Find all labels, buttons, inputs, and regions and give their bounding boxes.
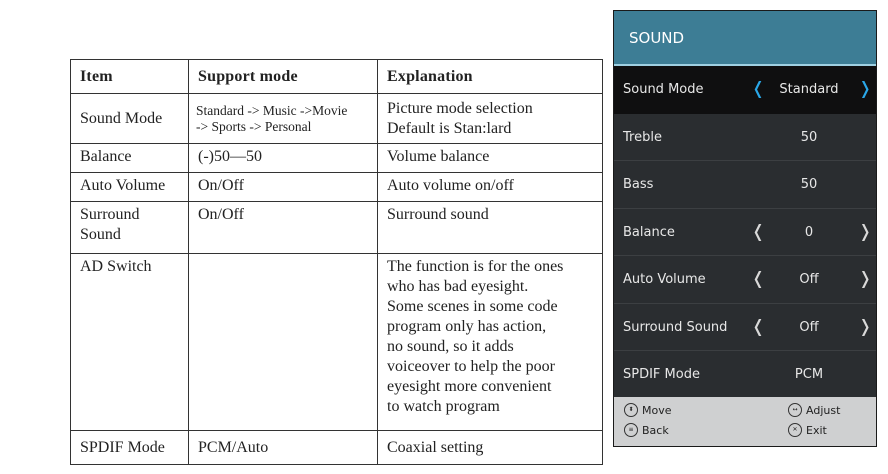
item-cell: Sound Mode	[71, 94, 189, 144]
hint-back	[624, 423, 669, 437]
menu-item-sound-mode[interactable]	[614, 66, 876, 114]
menu-item-value: 50	[800, 129, 818, 145]
explanation-cell: Coaxial setting	[378, 430, 603, 464]
menu-item-balance[interactable]	[614, 209, 876, 257]
menu-item-label: Bass	[623, 177, 654, 192]
menu-item-value: 0	[804, 224, 814, 240]
header-explanation: Explanation	[378, 60, 603, 94]
mode-cell	[189, 254, 378, 430]
dpad-icon: ⬍	[624, 403, 638, 417]
item-line: Surround	[80, 206, 140, 224]
explanation-line: voiceover to help the poor	[387, 358, 555, 376]
explanation-line: program only has action,	[387, 318, 547, 336]
table-row	[71, 173, 603, 202]
menu-item-auto-volume[interactable]	[614, 256, 876, 304]
explanation-line: Default is Stan:lard	[387, 120, 512, 138]
item-cell: Balance	[71, 144, 189, 173]
table-row	[71, 430, 603, 464]
menu-footer-hints	[614, 397, 876, 446]
mode-cell: On/Off	[189, 173, 378, 202]
hint-label: Exit	[806, 423, 827, 437]
explanation-line: who has bad eyesight.	[387, 278, 529, 296]
menu-item-value: Standard	[779, 82, 839, 97]
item-cell	[71, 202, 189, 254]
hint-exit	[788, 423, 827, 437]
left-right-icon: ↔	[788, 403, 802, 417]
chevron-left-icon[interactable]: ❬	[751, 269, 766, 289]
hint-move	[624, 403, 672, 417]
mode-cell: On/Off	[189, 202, 378, 254]
table-row	[71, 254, 603, 430]
menu-item-treble[interactable]	[614, 114, 876, 162]
chevron-left-icon[interactable]: ❬	[751, 221, 766, 242]
mode-cell: (-)50—50	[189, 144, 378, 173]
menu-item-label: Sound Mode	[623, 82, 704, 97]
explanation-line: Picture mode selection	[387, 100, 533, 118]
menu-item-value: Off	[799, 272, 819, 287]
menu-title: SOUND	[614, 11, 876, 66]
chevron-left-icon[interactable]: ❬	[751, 79, 766, 99]
menu-item-label: Treble	[623, 129, 662, 145]
menu-item-value: PCM	[794, 367, 824, 382]
chevron-right-icon[interactable]: ❭	[858, 221, 873, 242]
menu-item-bass[interactable]	[614, 161, 876, 209]
explanation-line: no sound, so it adds	[387, 338, 514, 356]
sound-menu-panel	[613, 10, 877, 447]
item-line: Sound	[80, 226, 121, 244]
item-cell: Auto Volume	[71, 173, 189, 202]
table-row	[71, 202, 603, 254]
item-cell: SPDIF Mode	[71, 430, 189, 464]
menu-item-spdif-mode[interactable]	[614, 351, 876, 399]
explanation-cell: Auto volume on/off	[378, 173, 603, 202]
chevron-right-icon[interactable]: ❭	[858, 269, 873, 289]
hint-label: Back	[642, 423, 669, 437]
explanation-line: Some scenes in some code	[387, 298, 558, 316]
chevron-right-icon[interactable]: ❭	[858, 316, 873, 337]
item-cell: AD Switch	[71, 254, 189, 430]
menu-item-label: SPDIF Mode	[623, 367, 700, 382]
explanation-cell: Volume balance	[378, 144, 603, 173]
menu-item-value: 50	[800, 177, 818, 192]
table-row	[71, 144, 603, 173]
explanation-cell	[378, 94, 603, 144]
menu-item-surround-sound[interactable]	[614, 304, 876, 352]
mode-cell	[189, 94, 378, 144]
table-row	[71, 94, 603, 144]
explanation-line: to watch program	[387, 398, 500, 416]
chevron-left-icon[interactable]: ❬	[751, 316, 766, 337]
explanation-cell	[378, 254, 603, 430]
explanation-line: The function is for the ones	[387, 258, 564, 276]
hint-label: Adjust	[806, 403, 841, 417]
mode-line: -> Sports -> Personal	[196, 119, 312, 135]
mode-cell: PCM/Auto	[189, 430, 378, 464]
explanation-cell: Surround sound	[378, 202, 603, 254]
mode-line: Standard -> Music ->Movie	[196, 103, 348, 119]
sound-settings-manual-table	[70, 59, 603, 465]
header-item: Item	[71, 60, 189, 94]
menu-button-icon: ≡	[624, 423, 638, 437]
table-header-row	[71, 60, 603, 94]
menu-item-label: Auto Volume	[623, 272, 706, 287]
explanation-line: eyesight more convenient	[387, 378, 552, 396]
hint-label: Move	[642, 403, 672, 417]
menu-item-value: Off	[799, 319, 819, 335]
header-support-mode: Support mode	[189, 60, 378, 94]
menu-item-label: Surround Sound	[623, 319, 728, 335]
hint-adjust	[788, 403, 840, 417]
menu-item-label: Balance	[623, 224, 675, 240]
exit-button-icon: ✕	[788, 423, 802, 437]
chevron-right-icon[interactable]: ❭	[858, 79, 873, 99]
